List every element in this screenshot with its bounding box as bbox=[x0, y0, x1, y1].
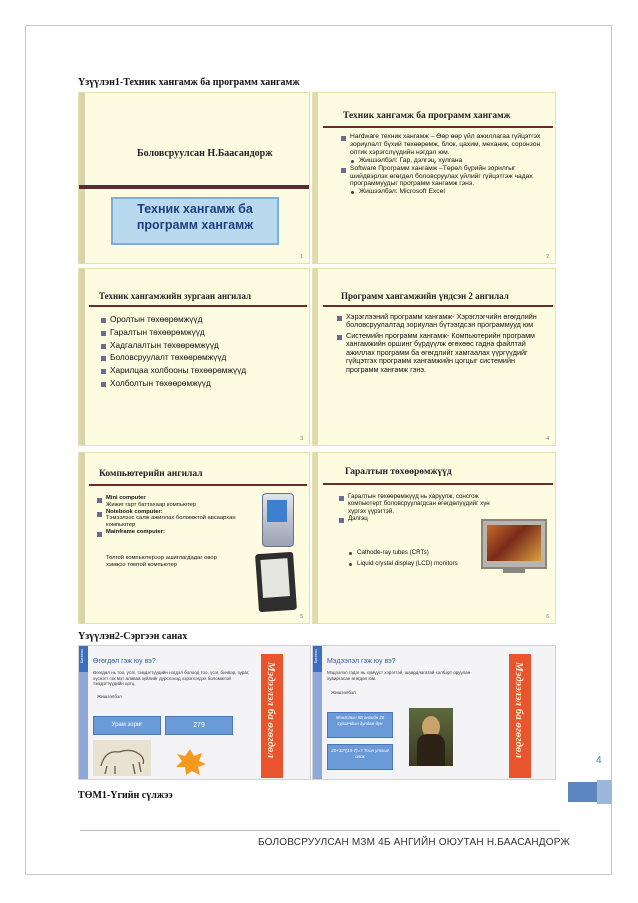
slide-5-desc-mainframe: Толгой компьютерээр ашиглагдадаг овор хэмжээ томтой компьютер bbox=[106, 555, 217, 568]
pda-image bbox=[262, 493, 294, 547]
slide-1 bbox=[78, 92, 310, 264]
slide-3-item: Оролтын төхөөрөмжүүд bbox=[101, 315, 306, 325]
heading-presentation-1: Үзүүлэн1-Техник хангамж ба программ хангамж bbox=[78, 77, 300, 88]
slide-6-sub-lcd: Liquid crystal display (LCD) monitors bbox=[339, 560, 539, 567]
horse-sketch-image bbox=[93, 740, 151, 776]
mona-lisa-image bbox=[409, 708, 453, 766]
slide-5-bullet-mini: Mini computer bbox=[97, 495, 237, 502]
footer-text: БОЛОВСРУУЛСАН МЗМ 4Б АНГИЙН ОЮУТАН Н.БААСАНДОРЖ bbox=[258, 837, 570, 848]
slide-3 bbox=[78, 268, 310, 446]
slide-7-question: Өгөгдөл гэж юу вэ? bbox=[93, 658, 156, 665]
slide-5-desc-notebook: Тэмээлээс салж ажиллах боломжтой авсаархан компьютер bbox=[106, 515, 236, 529]
star-shape bbox=[173, 748, 207, 776]
slide-7-tab-label: Бататгах bbox=[80, 649, 84, 664]
slide-5-title: Компьютерийн ангилал bbox=[99, 469, 203, 479]
slide-1-title: Техник хангамж ба программ хангамж bbox=[136, 202, 254, 232]
footer-divider bbox=[80, 830, 560, 831]
slide-1-title-box bbox=[111, 197, 279, 245]
slide-8-example: Жишээлбэл bbox=[331, 690, 356, 695]
slide-number: 5 bbox=[300, 614, 303, 620]
slide-8-side-panel bbox=[509, 654, 531, 778]
heading-presentation-2: Үзүүлэн2-Сэргээн санах bbox=[78, 631, 188, 642]
slide-5-desc-mini: Жижиг гарт баттахаар компьютер bbox=[106, 501, 197, 508]
slide-7-text: Өгөгдөл нь тоо, үсэг, тэмдэгтүүдийн нэгдэл болоод тоо, үсэг, бичвэр, зураг, хүснэгт гэх мэт аливаа зүйлийг дүрслэхэд хэрэглэгдэх боломжтой тэмдэгтүүдийн цогц. bbox=[93, 670, 250, 687]
slide-3-item: Харилцаа холбооны төхөөрөмжүүд bbox=[101, 366, 306, 376]
slide-number: 6 bbox=[546, 614, 549, 620]
slide-4-bullet-system: Системийн программ хангамж- Компьютерийн программ хангамжийн оршинг бүрдүүлж өгөхөөс гадна файлтай ажиллах программ ба өгөгдлийг хамгаалах үүргүүдийг гүйцэтгэх программ хангамжийн цогцыг системийн программ хангамж гэнэ. bbox=[337, 332, 549, 374]
slide-3-item: Хадгалалтын төхөөрөмжүүд bbox=[101, 341, 306, 351]
slide-8-tab-label: Бататгах bbox=[314, 649, 318, 664]
slide-2 bbox=[312, 92, 556, 264]
slide-5-bullet-notebook: Notebook computer: bbox=[97, 509, 237, 516]
slide-3-title: Техник хангамжийн зургаан ангилал bbox=[99, 291, 251, 301]
slide-4-bullet-application: Хэрэглээний программ хангамж- Хэрэглэгчийн өгөгдлийн боловсруулалтад зориулан бүтээгдсэн программууд юм bbox=[337, 313, 549, 330]
slide-6-sub-crt: Cathode-ray tubes (CRTs) bbox=[339, 549, 539, 556]
slide-8 bbox=[312, 645, 556, 780]
slide-1-divider bbox=[79, 185, 309, 189]
slide-4-title: Программ хангамжийн үндсэн 2 ангилал bbox=[341, 291, 509, 301]
slide-2-sub-software: Жишээлбэл: Microsoft Excel bbox=[341, 188, 551, 196]
slide-1-author: Боловсруулсан Н.Баасандорж bbox=[137, 148, 273, 159]
slide-6-bullet-display: Дэлгэц bbox=[339, 515, 507, 522]
slide-7 bbox=[78, 645, 311, 780]
slide-7-example: Жишээлбэл bbox=[97, 694, 122, 699]
notebook-image bbox=[255, 552, 297, 613]
slide-4 bbox=[312, 268, 556, 446]
slide-8-box-formula: 20+32*(15-7)=? Тоон утгыг олох bbox=[327, 744, 393, 770]
slide-number: 2 bbox=[546, 254, 549, 260]
corner-decoration-light bbox=[597, 780, 612, 804]
slide-8-side-text: Мэдээлэл ба өгөгдөл bbox=[513, 662, 525, 759]
slide-2-bullet-software: Software Программ хангамж –Төрөл бүрийн зорилгыг шийдвэрлэх өгөгдөл боловсруулах үйлийг гүйцэтгэж чадах программуудыг программ хангамж гэнэ. bbox=[341, 165, 551, 189]
slide-3-item: Боловсруулалт төхөөрөмжүүд bbox=[101, 353, 306, 363]
slide-6-bullet-output: Гаралтын төхөөрөмжүүд нь харуулж, сонсгож компьютерт боловсруулагдсан өгөгдөлүүдийг хүн хүргэх үүрэгтэй. bbox=[339, 493, 507, 515]
monitor-image bbox=[481, 519, 547, 569]
heading-word-web: ТӨМ1-Үгийн сүлжээ bbox=[78, 790, 173, 801]
slide-8-box-grades: Монголын 5Б ангийн 20 сурагчдын дундаж дүн bbox=[327, 712, 393, 738]
slide-7-box-number: 279 bbox=[165, 716, 233, 735]
slide-3-item: Гаралтын төхөөрөмжүүд bbox=[101, 328, 306, 338]
slide-5-bullet-mainframe: Mainframe computer: bbox=[97, 529, 237, 536]
slide-7-box-motivation: Урам зориг bbox=[93, 716, 161, 735]
slide-number: 1 bbox=[300, 254, 303, 260]
slide-2-title: Техник хангамж ба программ хангамж bbox=[343, 111, 511, 121]
slide-6 bbox=[312, 452, 556, 624]
slide-8-text: Мэдээлэл гэдэг нь хүмүүст хэрэгтэй, шаардлагатай хэлбэрт оруулан хувиргасан өгөгдөл юм. bbox=[327, 670, 471, 681]
slide-2-bullet-hardware: Hardware техник хангамж – Өөр өөр үйл ажиллагаа гүйцэтгэх зориулалт бүхий төхөөрөмж, блок, цахим, механик, соронзон оптик хэрэгслүүдийн нэгдэл юм. bbox=[341, 133, 551, 157]
slide-7-side-text: Мэдээлэл ба өгөгдөл bbox=[265, 662, 277, 759]
page-number: 4 bbox=[596, 755, 602, 766]
slide-5 bbox=[78, 452, 310, 624]
slide-3-item: Холболтын төхөөрөмжүүд bbox=[101, 379, 306, 389]
slide-8-question: Мэдээлэл гэж юу вэ? bbox=[327, 658, 396, 665]
slide-6-title: Гаралтын төхөөрөмжүүд bbox=[345, 467, 452, 477]
slide-number: 3 bbox=[300, 436, 303, 442]
slide-number: 4 bbox=[546, 436, 549, 442]
slide-2-sub-hardware: Жишээлбэл: Гар, дэлгэц, хулгана bbox=[341, 157, 551, 165]
slide-7-side-panel bbox=[261, 654, 283, 778]
